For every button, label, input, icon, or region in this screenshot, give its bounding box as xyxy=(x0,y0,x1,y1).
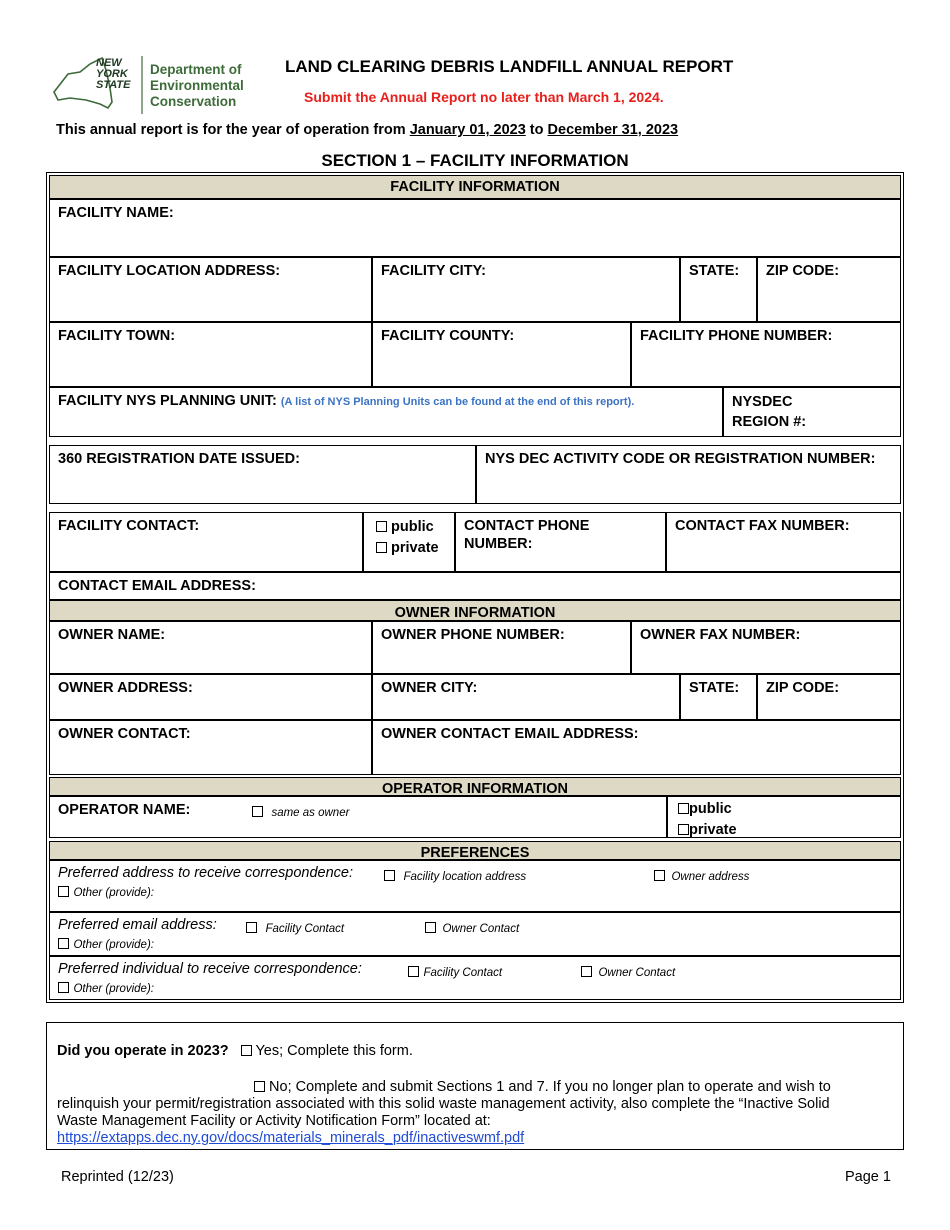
checkbox-icon[interactable] xyxy=(384,870,395,881)
reprint-date: Reprinted (12/23) xyxy=(61,1169,174,1185)
facility-planning-unit-field[interactable] xyxy=(49,387,723,437)
owner-contact-field[interactable] xyxy=(49,720,372,775)
owner-phone-label: OWNER PHONE NUMBER: xyxy=(381,627,565,643)
preferred-address-question: Preferred address to receive correspondence: xyxy=(58,865,353,881)
report-title: LAND CLEARING DEBRIS LANDFILL ANNUAL REPORT xyxy=(285,57,734,76)
owner-address-label: OWNER ADDRESS: xyxy=(58,680,193,696)
preferred-address-row xyxy=(49,860,901,912)
operator-private-label: private xyxy=(689,822,737,838)
logo-dept-line: Conservation xyxy=(150,94,237,109)
facility-name-field[interactable] xyxy=(49,199,901,257)
other-provide-label: Other (provide): xyxy=(73,983,154,995)
checkbox-icon[interactable] xyxy=(581,966,592,977)
facility-zip-label: ZIP CODE: xyxy=(766,263,840,279)
nysdec-region-field[interactable] xyxy=(723,387,901,437)
facility-contact-label: FACILITY CONTACT: xyxy=(58,518,200,534)
owner-city-field[interactable] xyxy=(372,674,680,720)
checkbox-icon[interactable] xyxy=(376,542,387,553)
operator-info-heading: OPERATOR INFORMATION xyxy=(49,777,901,796)
owner-fax-field[interactable] xyxy=(631,621,901,674)
logo-state-line: YORK xyxy=(96,68,128,80)
owner-fax-label: OWNER FAX NUMBER: xyxy=(640,627,801,643)
operate-no-option[interactable] xyxy=(254,1079,831,1095)
logo-dept-line: Environmental xyxy=(150,78,244,93)
period-prefix: This annual report is for the year of operation from xyxy=(56,122,410,138)
operate-yes-option[interactable] xyxy=(241,1043,413,1059)
owner-info-heading: OWNER INFORMATION xyxy=(49,600,901,621)
facility-phone-field[interactable] xyxy=(631,322,901,387)
facility-city-label: FACILITY CITY: xyxy=(381,263,486,279)
operator-public-label: public xyxy=(689,801,732,817)
other-provide-label: Other (provide): xyxy=(73,887,154,899)
planning-unit-label-text: FACILITY NYS PLANNING UNIT: xyxy=(58,393,277,409)
operate-yes-label: Yes; Complete this form. xyxy=(255,1043,413,1059)
checkbox-icon[interactable] xyxy=(408,966,419,977)
same-as-owner-label: same as owner xyxy=(271,807,350,819)
pref-address-facility-option[interactable] xyxy=(384,867,526,885)
preferred-individual-row xyxy=(49,956,901,1000)
owner-address-label: Owner address xyxy=(671,871,750,883)
facility-contact-field[interactable] xyxy=(49,512,363,572)
checkbox-icon[interactable] xyxy=(425,922,436,933)
contact-fax-field[interactable] xyxy=(666,512,901,572)
nysdec-region-label xyxy=(732,392,806,432)
owner-address-field[interactable] xyxy=(49,674,372,720)
logo-state-line: NEW xyxy=(96,57,122,69)
operator-name-label: OPERATOR NAME: xyxy=(58,802,191,818)
operate-no-line3: Waste Management Facility or Activity Notification Form” located at: xyxy=(57,1113,491,1129)
facility-private-label: private xyxy=(391,540,439,556)
period-end: December 31, 2023 xyxy=(547,122,679,138)
checkbox-icon[interactable] xyxy=(376,521,387,532)
pref-individual-other-option[interactable] xyxy=(58,979,154,997)
facility-city-field[interactable] xyxy=(372,257,680,322)
owner-name-label: OWNER NAME: xyxy=(58,627,166,643)
checkbox-icon[interactable] xyxy=(654,870,665,881)
pref-individual-owner-option[interactable] xyxy=(581,963,675,981)
checkbox-icon[interactable] xyxy=(678,803,689,814)
operator-ownership-type xyxy=(667,796,901,838)
contact-email-field[interactable] xyxy=(49,572,901,600)
owner-state-field[interactable] xyxy=(680,674,757,720)
facility-county-label: FACILITY COUNTY: xyxy=(381,328,515,344)
checkbox-icon[interactable] xyxy=(678,824,689,835)
checkbox-icon[interactable] xyxy=(246,922,257,933)
facility-location-address-field[interactable] xyxy=(49,257,372,322)
activity-code-label: NYS DEC ACTIVITY CODE OR REGISTRATION NUMBER: xyxy=(485,451,876,467)
facility-town-field[interactable] xyxy=(49,322,372,387)
facility-name-label: FACILITY NAME: xyxy=(58,205,174,221)
operator-name-field[interactable] xyxy=(49,796,667,838)
operate-no-line2: relinquish your permit/registration associated with this solid waste management activity, also complete the “Inactive Solid xyxy=(57,1096,830,1112)
registration-date-label: 360 REGISTRATION DATE ISSUED: xyxy=(58,451,300,467)
pref-address-other-option[interactable] xyxy=(58,883,154,901)
contact-fax-label: CONTACT FAX NUMBER: xyxy=(675,518,850,534)
owner-contact-email-label: OWNER CONTACT EMAIL ADDRESS: xyxy=(381,726,639,742)
facility-location-address-label: FACILITY LOCATION ADDRESS: xyxy=(58,263,281,279)
checkbox-icon[interactable] xyxy=(252,806,263,817)
checkbox-icon[interactable] xyxy=(58,982,69,993)
pref-email-facility-label: Facility Contact xyxy=(265,923,345,935)
page-number: Page 1 xyxy=(845,1169,891,1185)
region-label-line2: REGION #: xyxy=(732,414,807,430)
pref-email-owner-option[interactable] xyxy=(425,919,519,937)
facility-public-option[interactable] xyxy=(376,517,439,538)
owner-zip-label: ZIP CODE: xyxy=(766,680,840,696)
owner-zip-field[interactable] xyxy=(757,674,901,720)
logo-state-line: STATE xyxy=(96,79,131,91)
pref-email-owner-label: Owner Contact xyxy=(442,923,520,935)
facility-public-label: public xyxy=(391,519,434,535)
nysdec-logo xyxy=(50,52,260,118)
facility-county-field[interactable] xyxy=(372,322,631,387)
checkbox-icon[interactable] xyxy=(241,1045,252,1056)
facility-zip-field[interactable] xyxy=(757,257,901,322)
planning-unit-note: (A list of NYS Planning Units can be found at the end of this report). xyxy=(280,396,635,408)
operation-status-box xyxy=(46,1022,904,1150)
preferred-email-question: Preferred email address: xyxy=(58,917,217,933)
period-start: January 01, 2023 xyxy=(409,122,526,138)
facility-form xyxy=(46,172,904,1003)
period-to: to xyxy=(525,122,548,138)
facility-planning-unit-label xyxy=(58,392,634,411)
pref-individual-facility-option[interactable] xyxy=(408,963,502,981)
facility-location-address-label: Facility location address xyxy=(403,871,527,883)
owner-city-label: OWNER CITY: xyxy=(381,680,478,696)
operator-private-option[interactable] xyxy=(678,820,737,841)
owner-contact-email-field[interactable] xyxy=(372,720,901,775)
checkbox-icon[interactable] xyxy=(254,1081,265,1092)
owner-contact-label: OWNER CONTACT: xyxy=(58,726,191,742)
operation-period xyxy=(56,122,678,138)
owner-phone-field[interactable] xyxy=(372,621,631,674)
pref-address-owner-option[interactable] xyxy=(654,867,749,885)
checkbox-icon[interactable] xyxy=(58,938,69,949)
pref-individual-facility-label: Facility Contact xyxy=(423,967,503,979)
checkbox-icon[interactable] xyxy=(58,886,69,897)
logo-dept-line: Department of xyxy=(150,62,242,77)
preferences-heading: PREFERENCES xyxy=(49,841,901,860)
activity-code-field[interactable] xyxy=(476,445,901,504)
pref-email-other-option[interactable] xyxy=(58,935,154,953)
facility-ownership-type xyxy=(363,512,455,572)
facility-town-label: FACILITY TOWN: xyxy=(58,328,176,344)
section-title: SECTION 1 – FACILITY INFORMATION xyxy=(321,151,629,170)
facility-state-field[interactable] xyxy=(680,257,757,322)
pref-email-facility-option[interactable] xyxy=(246,919,344,937)
inactive-form-link[interactable]: https://extapps.dec.ny.gov/docs/materials_minerals_pdf/inactiveswmf.pdf xyxy=(57,1130,525,1146)
same-as-owner-option[interactable] xyxy=(252,803,349,821)
operate-question: Did you operate in 2023? xyxy=(57,1043,229,1059)
preferred-email-row xyxy=(49,912,901,956)
pref-individual-owner-label: Owner Contact xyxy=(598,967,676,979)
contact-phone-label: CONTACT PHONE NUMBER: xyxy=(464,518,590,552)
contact-email-label: CONTACT EMAIL ADDRESS: xyxy=(58,578,256,594)
registration-date-field[interactable] xyxy=(49,445,476,504)
owner-state-label: STATE: xyxy=(689,680,740,696)
facility-private-option[interactable] xyxy=(376,538,439,559)
preferred-individual-question: Preferred individual to receive correspondence: xyxy=(58,961,362,977)
facility-phone-label: FACILITY PHONE NUMBER: xyxy=(640,328,833,344)
other-provide-label: Other (provide): xyxy=(73,939,154,951)
facility-state-label: STATE: xyxy=(689,263,740,279)
region-label-line1: NYSDEC xyxy=(732,394,793,410)
deadline-notice: Submit the Annual Report no later than March 1, 2024. xyxy=(304,89,664,105)
operate-no-line1: No; Complete and submit Sections 1 and 7. If you no longer plan to operate and wish to xyxy=(269,1079,831,1095)
contact-phone-field[interactable] xyxy=(455,512,666,572)
facility-info-heading: FACILITY INFORMATION xyxy=(49,175,901,199)
operator-public-option[interactable] xyxy=(678,799,737,820)
owner-name-field[interactable] xyxy=(49,621,372,674)
